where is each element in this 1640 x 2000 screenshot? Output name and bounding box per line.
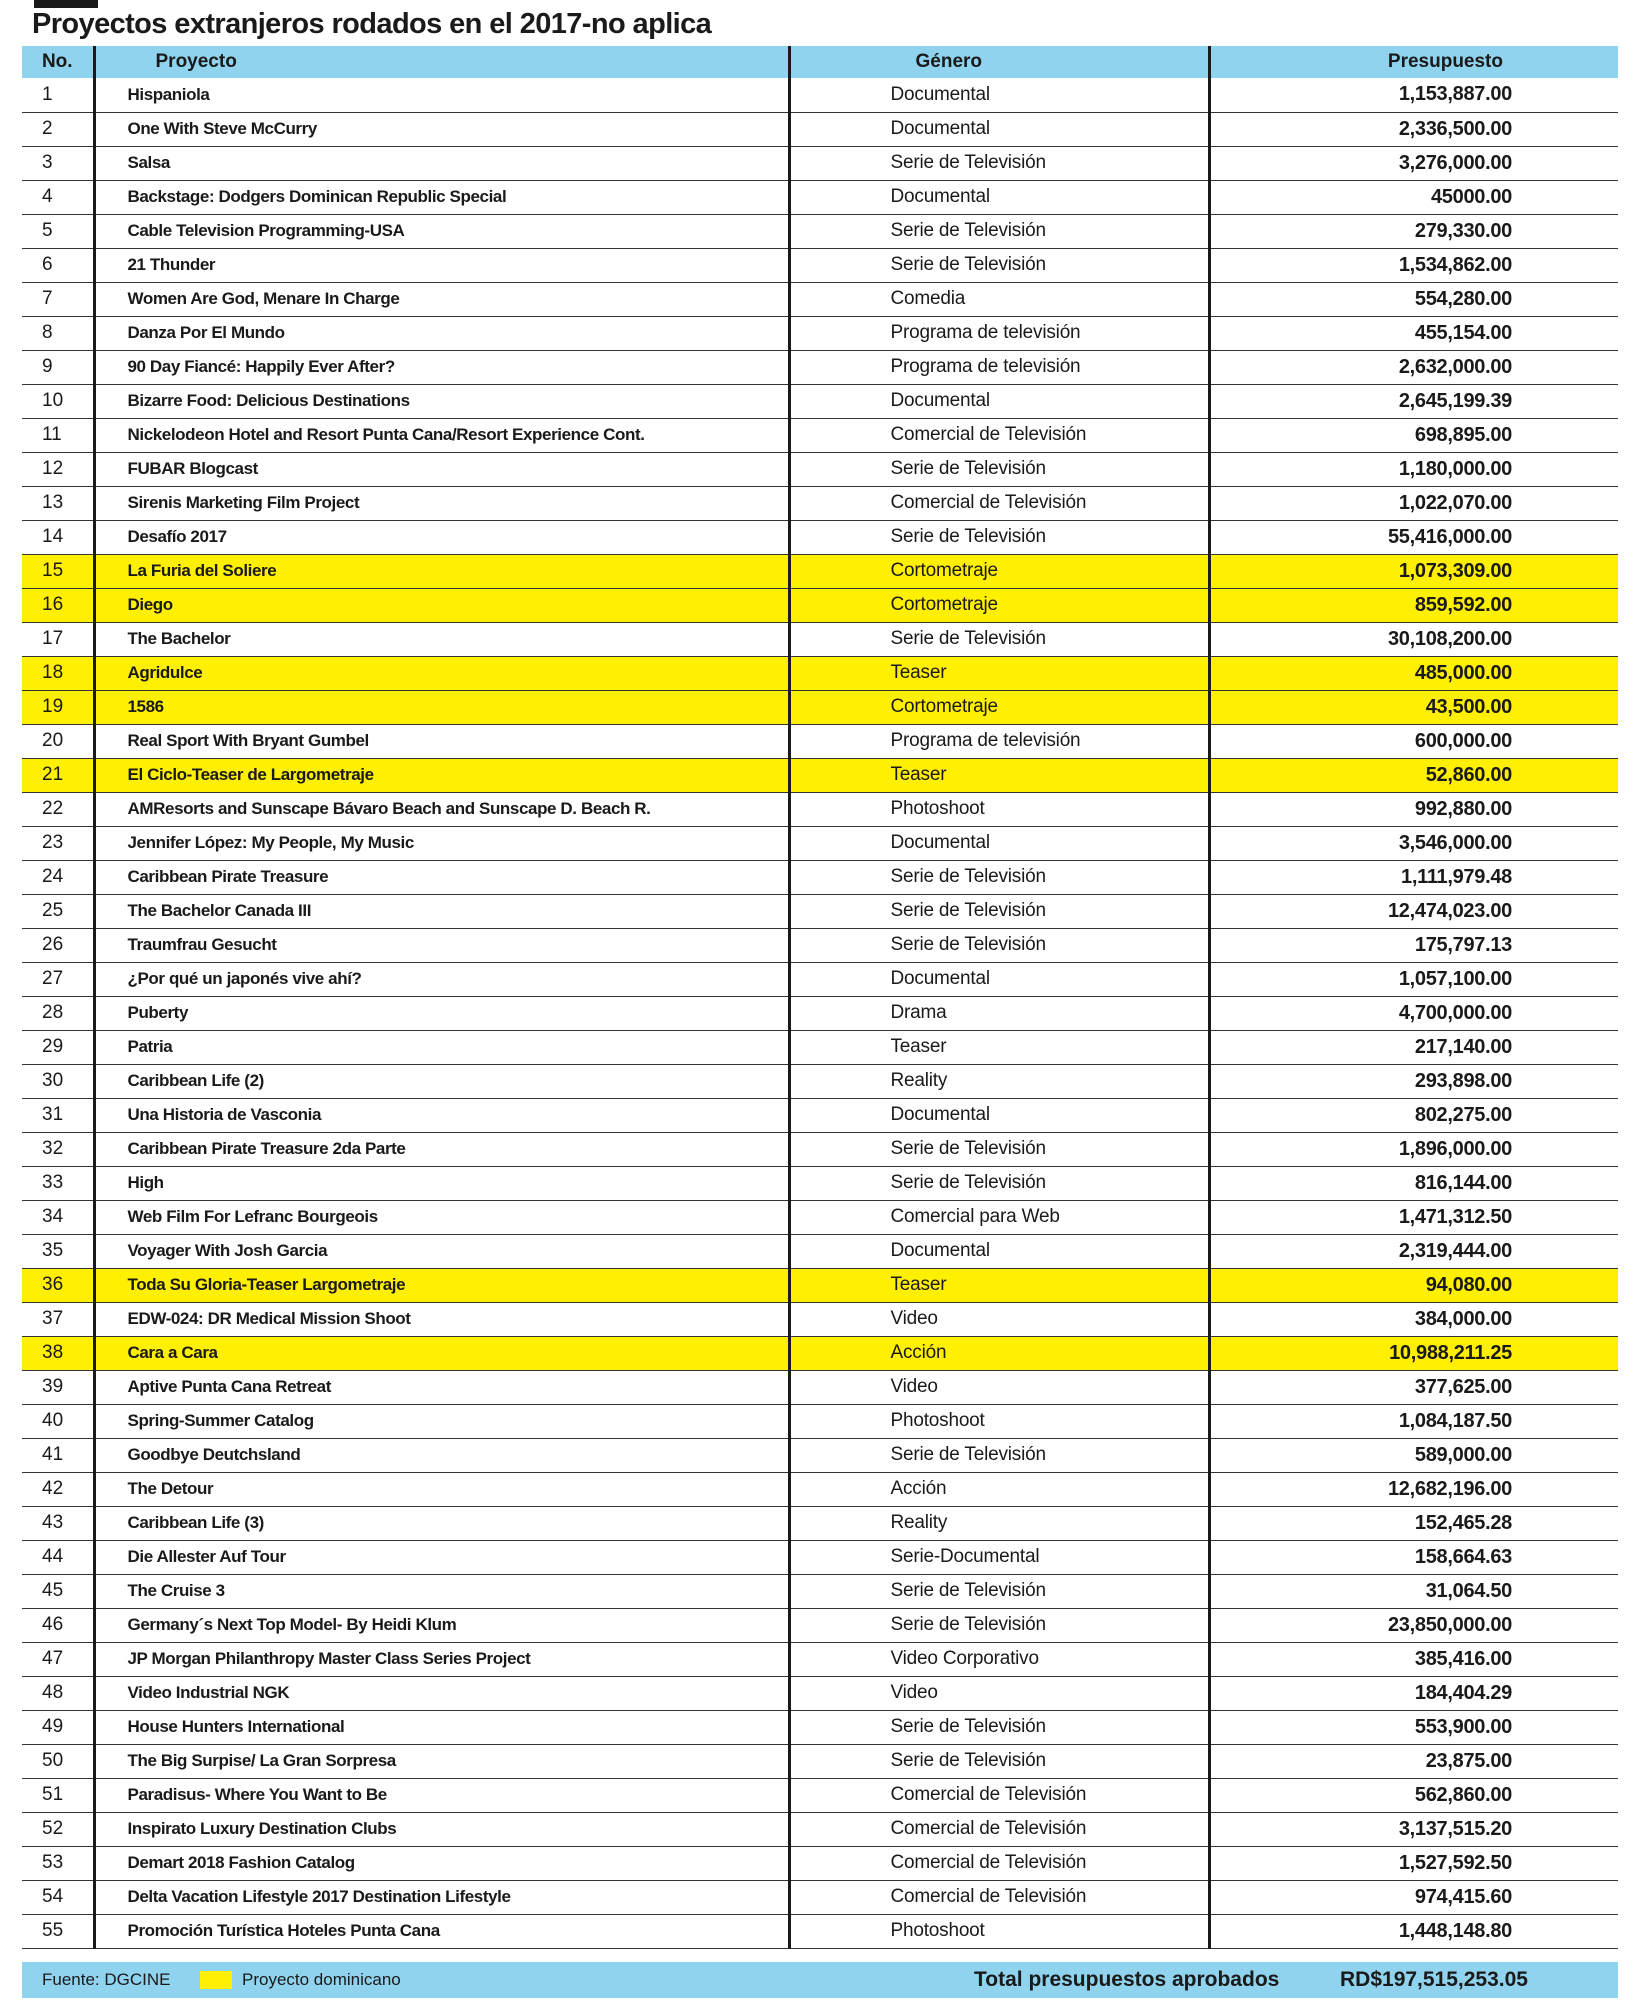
table-row bbox=[22, 962, 1618, 996]
cell-proyecto: Aptive Punta Cana Retreat bbox=[94, 1370, 789, 1404]
cell-genero: Documental bbox=[789, 1234, 1209, 1268]
cell-proyecto: Sirenis Marketing Film Project bbox=[94, 486, 789, 520]
cell-no: 33 bbox=[22, 1166, 94, 1200]
cell-genero: Cortometraje bbox=[789, 690, 1209, 724]
cell-proyecto: Spring-Summer Catalog bbox=[94, 1404, 789, 1438]
cell-presupuesto: 992,880.00 bbox=[1209, 792, 1618, 826]
table-row bbox=[22, 894, 1618, 928]
cell-genero: Serie-Documental bbox=[789, 1540, 1209, 1574]
table-row bbox=[22, 758, 1618, 792]
cell-presupuesto: 455,154.00 bbox=[1209, 316, 1618, 350]
cell-presupuesto: 158,664.63 bbox=[1209, 1540, 1618, 1574]
table-row bbox=[22, 1812, 1618, 1846]
table-row bbox=[22, 1098, 1618, 1132]
cell-no: 36 bbox=[22, 1268, 94, 1302]
cell-genero: Comercial de Televisión bbox=[789, 486, 1209, 520]
cell-presupuesto: 553,900.00 bbox=[1209, 1710, 1618, 1744]
cell-proyecto: Cable Television Programming-USA bbox=[94, 214, 789, 248]
cell-presupuesto: 1,527,592.50 bbox=[1209, 1846, 1618, 1880]
cell-proyecto: Delta Vacation Lifestyle 2017 Destination Lifestyle bbox=[94, 1880, 789, 1914]
cell-genero: Serie de Televisión bbox=[789, 1132, 1209, 1166]
header-row bbox=[22, 46, 1618, 78]
cell-proyecto: High bbox=[94, 1166, 789, 1200]
cell-no: 8 bbox=[22, 316, 94, 350]
cell-genero: Serie de Televisión bbox=[789, 214, 1209, 248]
cell-no: 12 bbox=[22, 452, 94, 486]
header-genero: Género bbox=[789, 46, 1209, 78]
cell-proyecto: Diego bbox=[94, 588, 789, 622]
cell-no: 22 bbox=[22, 792, 94, 826]
cell-proyecto: Jennifer López: My People, My Music bbox=[94, 826, 789, 860]
cell-no: 38 bbox=[22, 1336, 94, 1370]
cell-presupuesto: 1,057,100.00 bbox=[1209, 962, 1618, 996]
cell-genero: Photoshoot bbox=[789, 1914, 1209, 1948]
table-header bbox=[22, 46, 1618, 78]
cell-proyecto: 90 Day Fiancé: Happily Ever After? bbox=[94, 350, 789, 384]
cell-presupuesto: 1,111,979.48 bbox=[1209, 860, 1618, 894]
table-row bbox=[22, 1642, 1618, 1676]
cell-genero: Serie de Televisión bbox=[789, 1744, 1209, 1778]
cell-genero: Documental bbox=[789, 826, 1209, 860]
cell-genero: Programa de televisión bbox=[789, 350, 1209, 384]
cell-presupuesto: 816,144.00 bbox=[1209, 1166, 1618, 1200]
table-row bbox=[22, 1608, 1618, 1642]
cell-no: 32 bbox=[22, 1132, 94, 1166]
cell-genero: Documental bbox=[789, 78, 1209, 112]
table-row bbox=[22, 1744, 1618, 1778]
cell-no: 10 bbox=[22, 384, 94, 418]
cell-proyecto: EDW-024: DR Medical Mission Shoot bbox=[94, 1302, 789, 1336]
cell-genero: Teaser bbox=[789, 758, 1209, 792]
cell-no: 5 bbox=[22, 214, 94, 248]
cell-no: 26 bbox=[22, 928, 94, 962]
cell-presupuesto: 94,080.00 bbox=[1209, 1268, 1618, 1302]
cell-genero: Reality bbox=[789, 1506, 1209, 1540]
cell-presupuesto: 384,000.00 bbox=[1209, 1302, 1618, 1336]
cell-no: 37 bbox=[22, 1302, 94, 1336]
cell-no: 7 bbox=[22, 282, 94, 316]
table-row bbox=[22, 248, 1618, 282]
cell-genero: Comedia bbox=[789, 282, 1209, 316]
cell-no: 9 bbox=[22, 350, 94, 384]
table-row bbox=[22, 1540, 1618, 1574]
cell-proyecto: Desafío 2017 bbox=[94, 520, 789, 554]
cell-genero: Serie de Televisión bbox=[789, 520, 1209, 554]
cell-proyecto: Demart 2018 Fashion Catalog bbox=[94, 1846, 789, 1880]
cell-proyecto: JP Morgan Philanthropy Master Class Series Project bbox=[94, 1642, 789, 1676]
cell-presupuesto: 974,415.60 bbox=[1209, 1880, 1618, 1914]
table-row bbox=[22, 1710, 1618, 1744]
cell-presupuesto: 293,898.00 bbox=[1209, 1064, 1618, 1098]
cell-presupuesto: 2,336,500.00 bbox=[1209, 112, 1618, 146]
cell-genero: Drama bbox=[789, 996, 1209, 1030]
cell-presupuesto: 279,330.00 bbox=[1209, 214, 1618, 248]
cell-proyecto: Puberty bbox=[94, 996, 789, 1030]
cell-proyecto: Inspirato Luxury Destination Clubs bbox=[94, 1812, 789, 1846]
cell-proyecto: Paradisus- Where You Want to Be bbox=[94, 1778, 789, 1812]
cell-genero: Serie de Televisión bbox=[789, 1438, 1209, 1472]
cell-no: 19 bbox=[22, 690, 94, 724]
cell-genero: Comercial de Televisión bbox=[789, 1812, 1209, 1846]
cell-proyecto: AMResorts and Sunscape Bávaro Beach and Sunscape D. Beach R. bbox=[94, 792, 789, 826]
cell-presupuesto: 3,276,000.00 bbox=[1209, 146, 1618, 180]
cell-genero: Serie de Televisión bbox=[789, 146, 1209, 180]
cell-proyecto: Danza Por El Mundo bbox=[94, 316, 789, 350]
cell-proyecto: Bizarre Food: Delicious Destinations bbox=[94, 384, 789, 418]
cell-presupuesto: 859,592.00 bbox=[1209, 588, 1618, 622]
cell-proyecto: ¿Por qué un japonés vive ahí? bbox=[94, 962, 789, 996]
cell-no: 43 bbox=[22, 1506, 94, 1540]
cell-presupuesto: 600,000.00 bbox=[1209, 724, 1618, 758]
cell-genero: Serie de Televisión bbox=[789, 1608, 1209, 1642]
table-row bbox=[22, 826, 1618, 860]
table-row bbox=[22, 1370, 1618, 1404]
cell-proyecto: Toda Su Gloria-Teaser Largometraje bbox=[94, 1268, 789, 1302]
table-row bbox=[22, 656, 1618, 690]
cell-proyecto: Die Allester Auf Tour bbox=[94, 1540, 789, 1574]
table-row bbox=[22, 1506, 1618, 1540]
cell-genero: Serie de Televisión bbox=[789, 1166, 1209, 1200]
cell-no: 50 bbox=[22, 1744, 94, 1778]
cell-presupuesto: 12,682,196.00 bbox=[1209, 1472, 1618, 1506]
cell-no: 6 bbox=[22, 248, 94, 282]
cell-presupuesto: 377,625.00 bbox=[1209, 1370, 1618, 1404]
cell-proyecto: One With Steve McCurry bbox=[94, 112, 789, 146]
cell-presupuesto: 45000.00 bbox=[1209, 180, 1618, 214]
cell-presupuesto: 2,645,199.39 bbox=[1209, 384, 1618, 418]
cell-proyecto: Caribbean Pirate Treasure 2da Parte bbox=[94, 1132, 789, 1166]
cell-no: 24 bbox=[22, 860, 94, 894]
cell-proyecto: Agridulce bbox=[94, 656, 789, 690]
table-row bbox=[22, 384, 1618, 418]
cell-genero: Serie de Televisión bbox=[789, 1710, 1209, 1744]
cell-presupuesto: 385,416.00 bbox=[1209, 1642, 1618, 1676]
cell-no: 20 bbox=[22, 724, 94, 758]
cell-no: 51 bbox=[22, 1778, 94, 1812]
cell-genero: Serie de Televisión bbox=[789, 860, 1209, 894]
cell-presupuesto: 554,280.00 bbox=[1209, 282, 1618, 316]
cell-proyecto: The Detour bbox=[94, 1472, 789, 1506]
cell-genero: Acción bbox=[789, 1336, 1209, 1370]
table-row bbox=[22, 554, 1618, 588]
table-row bbox=[22, 928, 1618, 962]
cell-no: 35 bbox=[22, 1234, 94, 1268]
cell-proyecto: La Furia del Soliere bbox=[94, 554, 789, 588]
table-row bbox=[22, 1166, 1618, 1200]
table-row bbox=[22, 1200, 1618, 1234]
cell-proyecto: Salsa bbox=[94, 146, 789, 180]
cell-proyecto: 21 Thunder bbox=[94, 248, 789, 282]
cell-genero: Serie de Televisión bbox=[789, 248, 1209, 282]
cell-proyecto: House Hunters International bbox=[94, 1710, 789, 1744]
cell-proyecto: The Big Surpise/ La Gran Sorpresa bbox=[94, 1744, 789, 1778]
cell-genero: Acción bbox=[789, 1472, 1209, 1506]
cell-genero: Serie de Televisión bbox=[789, 894, 1209, 928]
cell-genero: Video bbox=[789, 1676, 1209, 1710]
cell-no: 3 bbox=[22, 146, 94, 180]
cell-proyecto: Una Historia de Vasconia bbox=[94, 1098, 789, 1132]
table-body bbox=[22, 78, 1618, 1948]
table-row bbox=[22, 1778, 1618, 1812]
cell-no: 53 bbox=[22, 1846, 94, 1880]
cell-genero: Documental bbox=[789, 1098, 1209, 1132]
page-title: Proyectos extranjeros rodados en el 2017-no aplica bbox=[32, 8, 712, 40]
table-row bbox=[22, 1336, 1618, 1370]
table-row bbox=[22, 690, 1618, 724]
table-row bbox=[22, 1302, 1618, 1336]
cell-genero: Teaser bbox=[789, 1268, 1209, 1302]
cell-presupuesto: 3,546,000.00 bbox=[1209, 826, 1618, 860]
cell-proyecto: Caribbean Life (2) bbox=[94, 1064, 789, 1098]
cell-proyecto: Backstage: Dodgers Dominican Republic Special bbox=[94, 180, 789, 214]
cell-genero: Serie de Televisión bbox=[789, 928, 1209, 962]
cell-no: 15 bbox=[22, 554, 94, 588]
cell-genero: Serie de Televisión bbox=[789, 1574, 1209, 1608]
table-row bbox=[22, 996, 1618, 1030]
cell-presupuesto: 43,500.00 bbox=[1209, 690, 1618, 724]
cell-no: 30 bbox=[22, 1064, 94, 1098]
cell-presupuesto: 217,140.00 bbox=[1209, 1030, 1618, 1064]
cell-no: 13 bbox=[22, 486, 94, 520]
header-no: No. bbox=[41, 51, 73, 72]
cell-genero: Serie de Televisión bbox=[789, 452, 1209, 486]
cell-proyecto: The Bachelor bbox=[94, 622, 789, 656]
cell-proyecto: The Cruise 3 bbox=[94, 1574, 789, 1608]
cell-no: 46 bbox=[22, 1608, 94, 1642]
cell-proyecto: Caribbean Life (3) bbox=[94, 1506, 789, 1540]
table-row bbox=[22, 724, 1618, 758]
table-row bbox=[22, 1880, 1618, 1914]
cell-no: 27 bbox=[22, 962, 94, 996]
table-row bbox=[22, 180, 1618, 214]
header-proyecto: Proyecto bbox=[94, 46, 789, 78]
cell-proyecto: FUBAR Blogcast bbox=[94, 452, 789, 486]
cell-no: 31 bbox=[22, 1098, 94, 1132]
cell-presupuesto: 10,988,211.25 bbox=[1209, 1336, 1618, 1370]
cell-no: 34 bbox=[22, 1200, 94, 1234]
cell-genero: Documental bbox=[789, 962, 1209, 996]
cell-proyecto: Nickelodeon Hotel and Resort Punta Cana/Resort Experience Cont. bbox=[94, 418, 789, 452]
cell-no: 47 bbox=[22, 1642, 94, 1676]
table-row bbox=[22, 452, 1618, 486]
cell-presupuesto: 2,632,000.00 bbox=[1209, 350, 1618, 384]
budget-table-container bbox=[22, 46, 1618, 1949]
cell-genero: Video bbox=[789, 1302, 1209, 1336]
cell-genero: Comercial de Televisión bbox=[789, 1778, 1209, 1812]
cell-genero: Programa de televisión bbox=[789, 316, 1209, 350]
cell-no: 1 bbox=[22, 78, 94, 112]
cell-genero: Video bbox=[789, 1370, 1209, 1404]
table-row bbox=[22, 112, 1618, 146]
cell-presupuesto: 4,700,000.00 bbox=[1209, 996, 1618, 1030]
cell-presupuesto: 3,137,515.20 bbox=[1209, 1812, 1618, 1846]
cell-genero: Comercial de Televisión bbox=[789, 418, 1209, 452]
cell-genero: Comercial de Televisión bbox=[789, 1846, 1209, 1880]
table-row bbox=[22, 520, 1618, 554]
cell-no: 4 bbox=[22, 180, 94, 214]
cell-no: 23 bbox=[22, 826, 94, 860]
cell-presupuesto: 1,471,312.50 bbox=[1209, 1200, 1618, 1234]
cell-no: 44 bbox=[22, 1540, 94, 1574]
cell-presupuesto: 1,084,187.50 bbox=[1209, 1404, 1618, 1438]
cell-presupuesto: 1,180,000.00 bbox=[1209, 452, 1618, 486]
table-row bbox=[22, 1132, 1618, 1166]
cell-genero: Photoshoot bbox=[789, 792, 1209, 826]
cell-presupuesto: 1,448,148.80 bbox=[1209, 1914, 1618, 1948]
budget-table bbox=[22, 46, 1618, 1949]
total-value: RD$197,515,253.05 bbox=[1340, 1968, 1528, 1991]
table-row bbox=[22, 860, 1618, 894]
table-row bbox=[22, 1438, 1618, 1472]
table-row bbox=[22, 350, 1618, 384]
cell-no: 28 bbox=[22, 996, 94, 1030]
cell-no: 17 bbox=[22, 622, 94, 656]
cell-no: 45 bbox=[22, 1574, 94, 1608]
cell-proyecto: Patria bbox=[94, 1030, 789, 1064]
cell-proyecto: Germany´s Next Top Model- By Heidi Klum bbox=[94, 1608, 789, 1642]
cell-presupuesto: 31,064.50 bbox=[1209, 1574, 1618, 1608]
cell-proyecto: Traumfrau Gesucht bbox=[94, 928, 789, 962]
header-presupuesto: Presupuesto bbox=[1209, 46, 1618, 78]
table-row bbox=[22, 622, 1618, 656]
cell-proyecto: Goodbye Deutchsland bbox=[94, 1438, 789, 1472]
table-row bbox=[22, 588, 1618, 622]
cell-presupuesto: 1,896,000.00 bbox=[1209, 1132, 1618, 1166]
legend-swatch bbox=[200, 1971, 232, 1989]
table-row bbox=[22, 1846, 1618, 1880]
table-row bbox=[22, 418, 1618, 452]
cell-presupuesto: 30,108,200.00 bbox=[1209, 622, 1618, 656]
cell-presupuesto: 485,000.00 bbox=[1209, 656, 1618, 690]
cell-presupuesto: 1,022,070.00 bbox=[1209, 486, 1618, 520]
cell-no: 2 bbox=[22, 112, 94, 146]
cell-genero: Teaser bbox=[789, 656, 1209, 690]
cell-no: 11 bbox=[22, 418, 94, 452]
cell-genero: Photoshoot bbox=[789, 1404, 1209, 1438]
table-row bbox=[22, 792, 1618, 826]
table-row bbox=[22, 1030, 1618, 1064]
cell-genero: Teaser bbox=[789, 1030, 1209, 1064]
cell-genero: Serie de Televisión bbox=[789, 622, 1209, 656]
cell-genero: Programa de televisión bbox=[789, 724, 1209, 758]
cell-presupuesto: 152,465.28 bbox=[1209, 1506, 1618, 1540]
cell-proyecto: Video Industrial NGK bbox=[94, 1676, 789, 1710]
cell-no: 55 bbox=[22, 1914, 94, 1948]
cell-presupuesto: 1,153,887.00 bbox=[1209, 78, 1618, 112]
cell-genero: Reality bbox=[789, 1064, 1209, 1098]
cell-presupuesto: 698,895.00 bbox=[1209, 418, 1618, 452]
cell-presupuesto: 1,073,309.00 bbox=[1209, 554, 1618, 588]
cell-presupuesto: 184,404.29 bbox=[1209, 1676, 1618, 1710]
total-label: Total presupuestos aprobados bbox=[974, 1968, 1280, 1991]
cell-genero: Video Corporativo bbox=[789, 1642, 1209, 1676]
cell-no: 42 bbox=[22, 1472, 94, 1506]
cell-no: 16 bbox=[22, 588, 94, 622]
table-row bbox=[22, 1234, 1618, 1268]
cell-no: 25 bbox=[22, 894, 94, 928]
table-row bbox=[22, 486, 1618, 520]
cell-presupuesto: 23,875.00 bbox=[1209, 1744, 1618, 1778]
cell-no: 14 bbox=[22, 520, 94, 554]
cell-presupuesto: 12,474,023.00 bbox=[1209, 894, 1618, 928]
cell-no: 18 bbox=[22, 656, 94, 690]
cell-genero: Documental bbox=[789, 112, 1209, 146]
cell-no: 48 bbox=[22, 1676, 94, 1710]
cell-proyecto: Promoción Turística Hoteles Punta Cana bbox=[94, 1914, 789, 1948]
cell-proyecto: Real Sport With Bryant Gumbel bbox=[94, 724, 789, 758]
cell-presupuesto: 175,797.13 bbox=[1209, 928, 1618, 962]
table-row bbox=[22, 1268, 1618, 1302]
cell-no: 39 bbox=[22, 1370, 94, 1404]
table-row bbox=[22, 78, 1618, 112]
cell-presupuesto: 55,416,000.00 bbox=[1209, 520, 1618, 554]
cell-no: 52 bbox=[22, 1812, 94, 1846]
cell-genero: Comercial de Televisión bbox=[789, 1880, 1209, 1914]
legend-label: Proyecto dominicano bbox=[242, 1970, 401, 1989]
table-row bbox=[22, 1676, 1618, 1710]
cell-no: 21 bbox=[22, 758, 94, 792]
cell-no: 40 bbox=[22, 1404, 94, 1438]
cell-no: 54 bbox=[22, 1880, 94, 1914]
table-row bbox=[22, 282, 1618, 316]
cell-no: 29 bbox=[22, 1030, 94, 1064]
cell-genero: Cortometraje bbox=[789, 554, 1209, 588]
top-accent-bar bbox=[34, 0, 98, 8]
cell-proyecto: 1586 bbox=[94, 690, 789, 724]
cell-proyecto: Cara a Cara bbox=[94, 1336, 789, 1370]
table-row bbox=[22, 146, 1618, 180]
cell-presupuesto: 562,860.00 bbox=[1209, 1778, 1618, 1812]
cell-proyecto: Web Film For Lefranc Bourgeois bbox=[94, 1200, 789, 1234]
cell-proyecto: Caribbean Pirate Treasure bbox=[94, 860, 789, 894]
cell-presupuesto: 23,850,000.00 bbox=[1209, 1608, 1618, 1642]
cell-proyecto: Voyager With Josh Garcia bbox=[94, 1234, 789, 1268]
cell-genero: Documental bbox=[789, 384, 1209, 418]
cell-presupuesto: 52,860.00 bbox=[1209, 758, 1618, 792]
table-row bbox=[22, 1472, 1618, 1506]
cell-proyecto: Hispaniola bbox=[94, 78, 789, 112]
cell-presupuesto: 2,319,444.00 bbox=[1209, 1234, 1618, 1268]
table-row bbox=[22, 1914, 1618, 1948]
table-row bbox=[22, 1064, 1618, 1098]
cell-proyecto: El Ciclo-Teaser de Largometraje bbox=[94, 758, 789, 792]
cell-genero: Cortometraje bbox=[789, 588, 1209, 622]
table-row bbox=[22, 214, 1618, 248]
table-row bbox=[22, 316, 1618, 350]
cell-presupuesto: 1,534,862.00 bbox=[1209, 248, 1618, 282]
source-note: Fuente: DGCINE bbox=[42, 1970, 171, 1989]
footer-bar bbox=[22, 1962, 1618, 1998]
cell-proyecto: The Bachelor Canada III bbox=[94, 894, 789, 928]
cell-presupuesto: 589,000.00 bbox=[1209, 1438, 1618, 1472]
cell-no: 49 bbox=[22, 1710, 94, 1744]
cell-genero: Documental bbox=[789, 180, 1209, 214]
cell-proyecto: Women Are God, Menare In Charge bbox=[94, 282, 789, 316]
cell-genero: Comercial para Web bbox=[789, 1200, 1209, 1234]
table-row bbox=[22, 1404, 1618, 1438]
cell-no: 41 bbox=[22, 1438, 94, 1472]
cell-presupuesto: 802,275.00 bbox=[1209, 1098, 1618, 1132]
table-row bbox=[22, 1574, 1618, 1608]
